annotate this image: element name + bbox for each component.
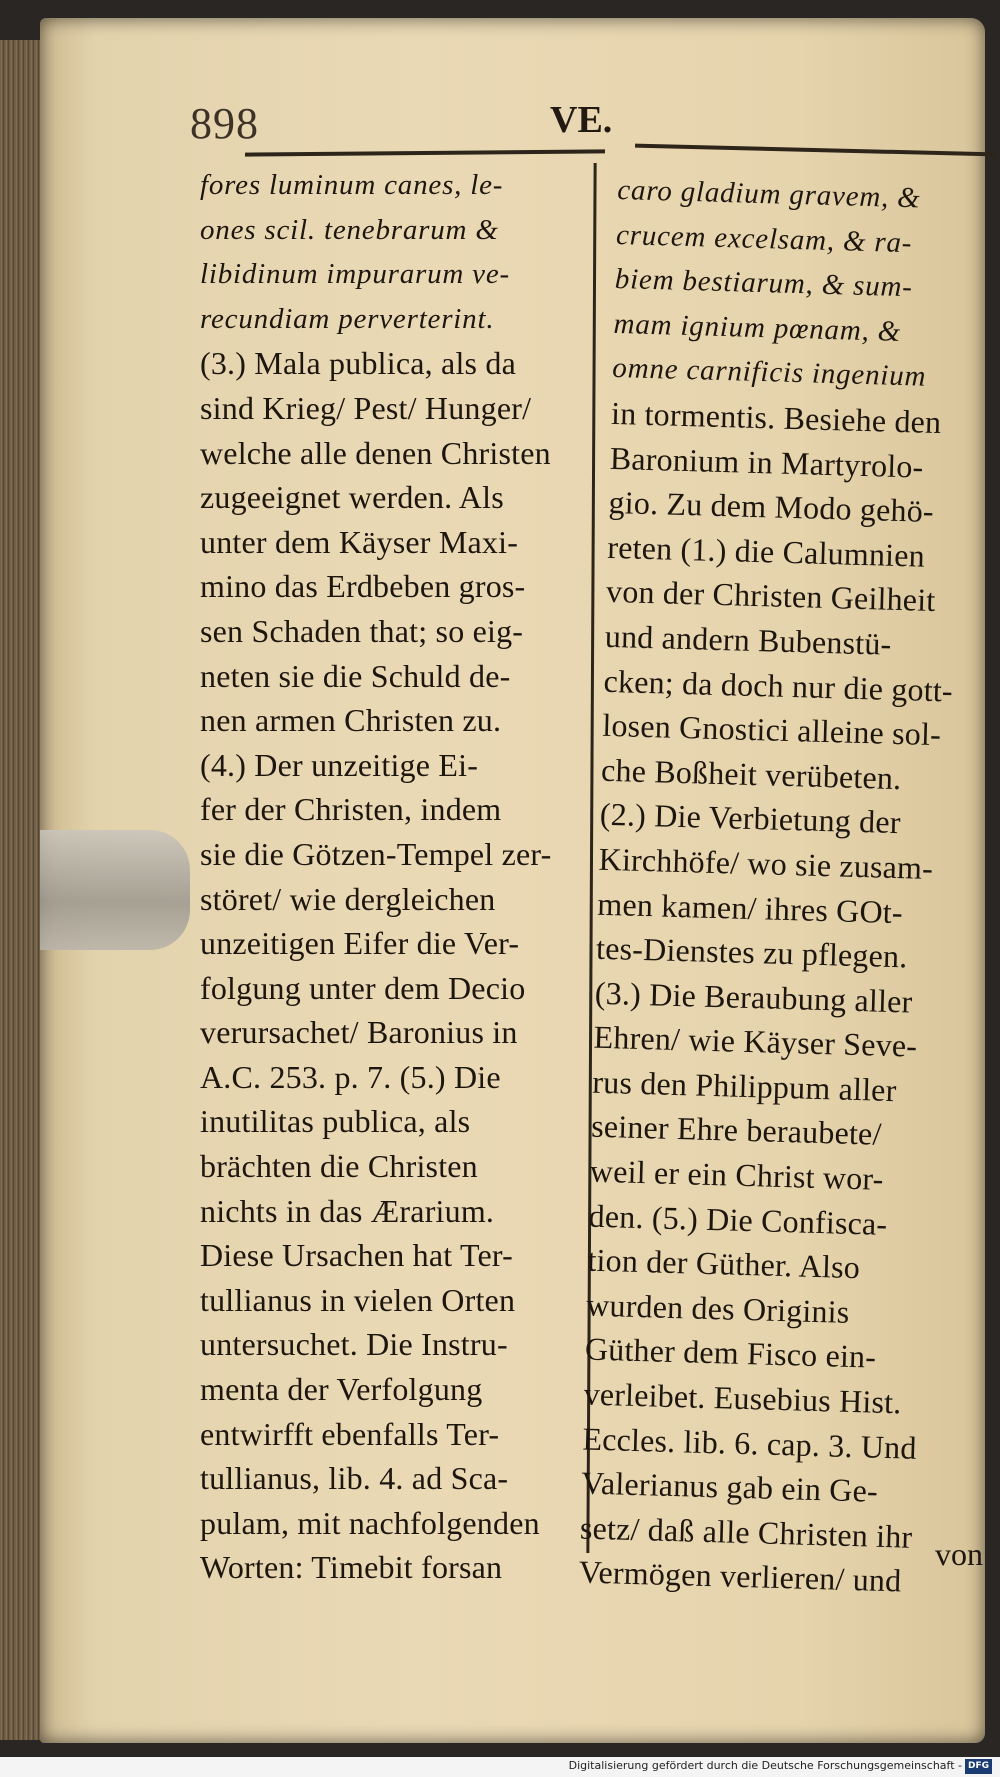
right-text-column [578,168,1000,1605]
text-line: Ehren/ wie Käyser Seve- [593,1018,918,1064]
book-page [40,18,985,1743]
text-line: crucem excelsam, & ra- [615,218,913,259]
text-line: fores luminum canes, le- [200,169,504,201]
text-line: menta der Verfolgung [200,1371,483,1408]
text-line: omne carnificis ingenium [611,352,927,394]
text-line: reten (1.) die Calumnien [606,528,926,574]
text-line: tes-Dienstes zu pflegen. [595,929,908,975]
running-head: VE. [550,99,613,141]
text-line: Vermögen verlieren/ und [578,1553,902,1599]
text-line: gio. Zu dem Modo gehö- [608,484,935,530]
text-line: ones scil. tenebrarum & [200,213,499,246]
text-line: biem bestiarum, & sum- [614,263,914,304]
text-line: recundiam perverterint. [200,302,495,335]
text-line: A.C. 253. p. 7. (5.) Die [200,1058,501,1095]
text-line: in tormentis. Besiehe den [610,394,942,441]
text-line: störet/ wie dergleichen [200,880,496,917]
text-line: Valerianus gab ein Ge- [580,1464,879,1509]
funding-credit: Digitalisierung gefördert durch die Deutsche Forschungsgemeinschaft - [568,1759,962,1772]
header-rule-right [635,144,995,157]
text-line: untersuchet. Die Instru- [200,1326,508,1363]
text-line: Baronium in Martyrolo- [609,439,924,485]
text-line: Diese Ursachen hat Ter- [200,1237,513,1274]
text-line: tullianus, lib. 4. ad Sca- [200,1460,509,1497]
text-line: che Boßheit verübeten. [600,751,902,796]
text-line: tullianus in vielen Orten [200,1281,516,1318]
text-line: entwirfft ebenfalls Ter- [200,1415,500,1452]
text-line: (3.) Mala publica, als da [200,345,516,382]
text-line: rus den Philippum aller [591,1063,897,1109]
text-line: Kirchhöfe/ wo sie zusam- [598,840,934,886]
text-line: setz/ daß alle Christen ihr [579,1509,913,1555]
text-line: Güther dem Fisco ein- [584,1330,877,1376]
text-line: (3.) Die Beraubung aller [594,974,913,1020]
left-text-column [200,163,590,1590]
text-line: verleibet. Eusebius Hist. [583,1375,902,1421]
text-line: und andern Bubenstü- [604,617,892,662]
text-line: von der Christen Geilheit [605,573,936,619]
text-line: (2.) Die Verbietung der [599,796,902,841]
text-line: welche alle denen Christen [200,434,551,471]
header-rule-left [245,149,605,156]
text-line: nichts in das Ærarium. [200,1192,495,1229]
text-line: cken; da doch nur die gott- [603,662,954,709]
text-line: wurden des Originis [585,1286,850,1330]
text-line: losen Gnostici alleine sol- [601,706,942,753]
text-line: seiner Ehre beraubete/ [590,1108,883,1153]
text-line: men kamen/ ihres GOt- [596,885,904,930]
text-line: zugeeignet werden. Als [200,479,504,516]
text-line: unzeitigen Eifer die Ver- [200,925,520,962]
text-line: libidinum impurarum ve- [200,258,510,291]
text-line: caro gladium gravem, & [616,173,921,215]
text-line: mam ignium pœnam, & [613,307,902,348]
text-line: mino das Erdbeben gros- [200,568,526,605]
page-number: 898 [190,99,259,148]
text-line: (4.) Der unzeitige Ei- [200,746,479,783]
text-line: pulam, mit nachfolgenden [200,1504,540,1541]
text-line: unter dem Käyser Maxi- [200,523,519,560]
text-line: sie die Götzen-Tempel zer- [200,835,552,872]
text-line: Eccles. lib. 6. cap. 3. Und [582,1420,918,1466]
text-line: sen Schaden that; so eig- [200,612,524,649]
text-line: neten sie die Schuld de- [200,657,511,694]
text-line: nen armen Christen zu. [200,702,502,739]
text-line: den. (5.) Die Confisca- [588,1197,888,1242]
text-line: fer der Christen, indem [200,791,502,828]
digitization-footer [0,1757,1000,1777]
text-line: folgung unter dem Decio [200,969,526,1006]
page-clip [40,830,190,950]
text-line: inutilitas publica, als [200,1103,471,1140]
catchword: von [935,1536,983,1572]
text-line: tion der Güther. Also [587,1241,861,1286]
text-line: sind Krieg/ Pest/ Hunger/ [200,389,532,426]
text-line: brächten die Christen [200,1148,478,1185]
text-line: Worten: Timebit forsan [200,1549,503,1586]
dfg-logo: DFG [965,1759,992,1774]
text-line: verursachet/ Baronius in [200,1014,518,1051]
text-line: weil er ein Christ wor- [589,1152,885,1197]
